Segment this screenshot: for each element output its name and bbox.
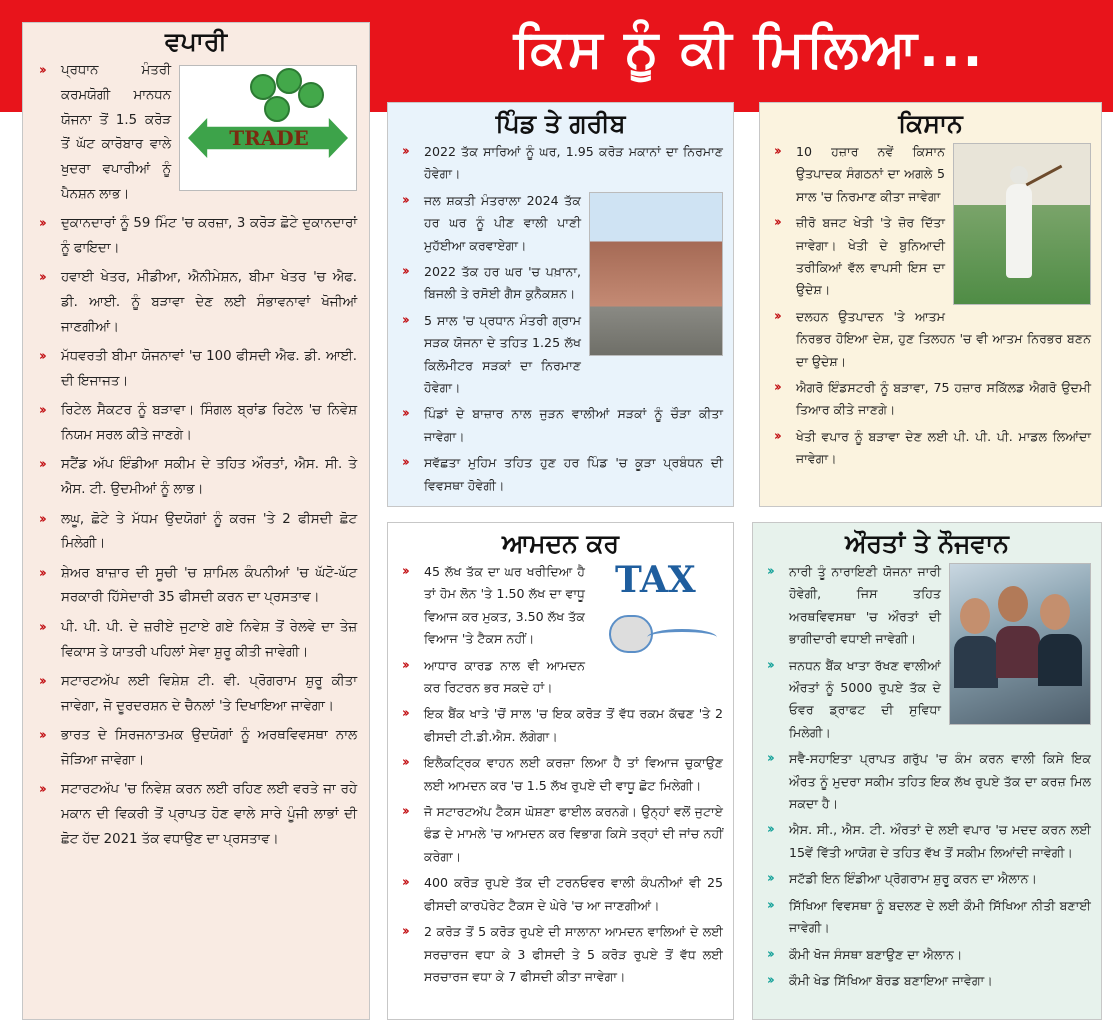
item-text: ਸ਼ੇਅਰ ਬਾਜ਼ਾਰ ਦੀ ਸੂਚੀ 'ਚ ਸ਼ਾਮਿਲ ਕੰਪਨੀਆਂ 'ਚ ਘੱਟੋ-ਘੱਟ ਸਰਕਾਰੀ ਹਿੱਸੇਦਾਰੀ 35 ਫੀਸਦੀ ਕਰਨ ਦਾ ਪ੍ਰਸਤਾਵ।	[61, 565, 357, 606]
item-text: 5 ਸਾਲ 'ਚ ਪ੍ਰਧਾਨ ਮੰਤਰੀ ਗ੍ਰਾਮ ਸੜਕ ਯੋਜਨਾ ਦੇ ਤਹਿਤ 1.25 ਲੱਖ ਕਿਲੋਮੀਟਰ ਸੜਕਾਂ ਦਾ ਨਿਰਮਾਣ ਹੋਵੇਗਾ।	[424, 312, 581, 396]
item-list	[770, 141, 1091, 471]
item-text: 2022 ਤੱਕ ਸਾਰਿਆਂ ਨੂੰ ਘਰ, 1.95 ਕਰੋੜ ਮਕਾਨਾਂ ਦਾ ਨਿਰਮਾਣ ਹੋਵੇਗਾ।	[424, 144, 723, 182]
list-item	[763, 970, 1091, 992]
double-chevron-right-icon: ››	[39, 673, 44, 689]
list-item	[35, 453, 357, 503]
list-item	[35, 399, 357, 449]
list-item	[398, 921, 723, 988]
double-chevron-right-icon: ››	[774, 428, 779, 444]
double-chevron-right-icon: ››	[767, 751, 772, 767]
double-chevron-right-icon: ››	[402, 804, 407, 820]
item-text: ਖੇਤੀ ਵਪਾਰ ਨੂੰ ਬੜਾਵਾ ਦੇਣ ਲਈ ਪੀ. ਪੀ. ਪੀ. ਮਾਡਲ ਲਿਆਂਦਾ ਜਾਵੇਗਾ।	[796, 428, 1091, 467]
double-chevron-right-icon: ››	[402, 657, 407, 673]
list-item	[398, 872, 723, 917]
section-pind	[387, 102, 734, 507]
item-text: ਸਟੈਂਡ ਅੱਪ ਇੰਡੀਆ ਸਕੀਮ ਦੇ ਤਹਿਤ ਔਰਤਾਂ, ਐਸ. ਸੀ. ਤੇ ਐਸ. ਟੀ. ਉਦਮੀਆਂ ਨੂੰ ਲਾਭ।	[61, 457, 357, 498]
section-title: ਕਿਸਾਨ	[898, 109, 963, 138]
double-chevron-right-icon: ››	[39, 457, 44, 473]
list-item	[398, 141, 723, 186]
coin-icon	[264, 96, 290, 122]
double-chevron-right-icon: ››	[774, 215, 779, 231]
double-chevron-right-icon: ››	[39, 511, 44, 527]
list-item	[763, 655, 1091, 745]
item-text: ਆਧਾਰ ਕਾਰਡ ਨਾਲ ਵੀ ਆਮਦਨ ਕਰ ਰਿਟਰਨ ਭਰ ਸਕਦੇ ਹਾਂ।	[424, 657, 585, 696]
list-item	[763, 944, 1091, 966]
list-item	[35, 508, 357, 558]
list-item	[35, 562, 357, 612]
double-chevron-right-icon: ››	[39, 349, 44, 365]
list-item	[398, 403, 723, 448]
double-chevron-right-icon: ››	[767, 897, 772, 913]
double-chevron-right-icon: ››	[767, 972, 772, 988]
list-item	[35, 345, 357, 395]
double-chevron-right-icon: ››	[767, 822, 772, 838]
trade-image	[179, 65, 357, 191]
double-chevron-right-icon: ››	[402, 312, 407, 328]
item-list	[35, 59, 357, 852]
section-title: ਪਿੰਡ ਤੇ ਗਰੀਬ	[495, 109, 626, 138]
double-chevron-right-icon: ››	[767, 564, 772, 579]
double-chevron-right-icon: ››	[774, 380, 779, 396]
double-chevron-right-icon: ››	[767, 871, 772, 887]
double-chevron-right-icon: ››	[39, 782, 44, 798]
list-item	[770, 426, 1091, 471]
item-text: ਸਵੱਛਤਾ ਮੁਹਿਮ ਤਹਿਤ ਹੁਣ ਹਰ ਪਿੰਡ 'ਚ ਕੂੜਾ ਪ੍ਰਬੰਧਨ ਦੀ ਵਿਵਸਥਾ ਹੋਵੇਗੀ।	[424, 455, 723, 493]
item-text: 2 ਕਰੋੜ ਤੋਂ 5 ਕਰੋੜ ਰੁਪਏ ਦੀ ਸਾਲਾਨਾ ਆਮਦਨ ਵਾਲਿਆਂ ਦੇ ਲਈ ਸਰਚਾਰਜ ਵਧਾ ਕੇ 3 ਫੀਸਦੀ ਤੇ 5 ਕਰੋੜ ਰੁਪਏ ਤੋਂ ਵੱਧ ਲਈ ਸਰਚਾਰਜ ਵਧਾ ਕੇ 7 ਫੀਸਦੀ ਕੀਤਾ ਜਾਵੇਗਾ।	[424, 924, 723, 984]
item-text: ਹਵਾਈ ਖੇਤਰ, ਮੀਡੀਆ, ਐਨੀਮੇਸ਼ਨ, ਬੀਮਾ ਖੇਤਰ 'ਚ ਐਫ. ਡੀ. ਆਈ. ਨੂੰ ਬੜਾਵਾ ਦੇਣ ਲਈ ਸੰਭਾਵਨਾਵਾਂ ਖੋਜੀਆਂ ਜਾਣਗੀਆਂ।	[61, 270, 357, 335]
coin-icon	[298, 82, 324, 108]
list-item	[35, 616, 357, 666]
item-text: ਰਿਟੇਲ ਸੈਕਟਰ ਨੂੰ ਬੜਾਵਾ। ਸਿੰਗਲ ਬ੍ਰਾਂਡ ਰਿਟੇਲ 'ਚ ਨਿਵੇਸ਼ ਨਿਯਮ ਸਰਲ ਕੀਤੇ ਜਾਣਗੇ।	[61, 403, 357, 444]
section-title: ਔਰਤਾਂ ਤੇ ਨੌਜਵਾਨ	[845, 529, 1009, 558]
list-item	[35, 212, 357, 262]
double-chevron-right-icon: ››	[402, 706, 407, 722]
tax-label: TAX	[615, 559, 696, 601]
list-item	[763, 819, 1091, 864]
item-text: ਇਕ ਬੈਂਕ ਖਾਤੇ 'ਚੋਂ ਸਾਲ 'ਚ ਇਕ ਕਰੋੜ ਤੋਂ ਵੱਧ ਰਕਮ ਕੱਢਣ 'ਤੇ 2 ਫੀਸਦੀ ਟੀ.ਡੀ.ਐਸ. ਲੱਗੇਗਾ।	[424, 706, 723, 744]
item-list	[398, 141, 723, 497]
item-text: ਸਟਾਰਟਅੱਪ ਲਈ ਵਿਸ਼ੇਸ਼ ਟੀ. ਵੀ. ਪ੍ਰੋਗਰਾਮ ਸ਼ੁਰੂ ਕੀਤਾ ਜਾਵੇਗਾ, ਜੋ ਦੂਰਦਰਸ਼ਨ ਦੇ ਚੈਨਲਾਂ 'ਤੇ ਦਿਖਾਇਆ ਜਾਵੇਗਾ।	[61, 673, 357, 714]
double-chevron-right-icon: ››	[402, 144, 407, 159]
item-text: 10 ਹਜ਼ਾਰ ਨਵੇਂ ਕਿਸਾਨ ਉਤਪਾਦਕ ਸੰਗਠਨਾਂ ਦਾ ਅਗਲੇ 5 ਸਾਲ 'ਚ ਨਿਰਮਾਣ ਕੀਤਾ ਜਾਵੇਗਾ	[796, 144, 945, 204]
mouse-icon	[609, 615, 653, 653]
item-text: ਸਟਾਰਟਅੱਪ 'ਚ ਨਿਵੇਸ਼ ਕਰਨ ਲਈ ਰਹਿਣ ਲਈ ਵਰਤੇ ਜਾ ਰਹੇ ਮਕਾਨ ਦੀ ਵਿਕਰੀ ਤੋਂ ਪ੍ਰਾਪਤ ਹੋਣ ਵਾਲੇ ਸਾਰੇ ਪੂੰਜੀ ਲਾਭਾਂ ਦੀ ਛੋਟ ਹੱਦ 2021 ਤੱਕ ਵਧਾਉਣ ਦਾ ਪ੍ਰਸਤਾਵ।	[61, 782, 357, 847]
list-item	[398, 452, 723, 497]
list-item	[398, 801, 723, 868]
section-vapari	[22, 22, 370, 1020]
double-chevron-right-icon: ››	[774, 308, 779, 324]
item-text: ਜ਼ੀਰੋ ਬਜਟ ਖੇਤੀ 'ਤੇ ਜ਼ੋਰ ਦਿੱਤਾ ਜਾਵੇਗਾ। ਖੇਤੀ ਦੇ ਬੁਨਿਆਦੀ ਤਰੀਕਿਆਂ ਵੱਲ ਵਾਪਸੀ ਇਸ ਦਾ ਉਦੇਸ਼।	[796, 215, 945, 298]
double-chevron-right-icon: ››	[774, 144, 779, 159]
list-item	[770, 377, 1091, 422]
item-text: ਸਵੈ-ਸਹਾਇਤਾ ਪ੍ਰਾਪਤ ਗਰੁੱਪ 'ਚ ਕੰਮ ਕਰਨ ਵਾਲੀ ਕਿਸੇ ਇਕ ਔਰਤ ਨੂੰ ਮੁਦਰਾ ਸਕੀਮ ਤਹਿਤ ਇਕ ਲੱਖ ਰੁਪਏ ਤੱਕ ਦਾ ਕਰਜ਼ ਮਿਲ ਸਕਦਾ ਹੈ।	[789, 751, 1091, 812]
list-item	[398, 703, 723, 748]
list-item	[763, 868, 1091, 890]
item-text: 400 ਕਰੋੜ ਰੁਪਏ ਤੱਕ ਦੀ ਟਰਨਓਵਰ ਵਾਲੀ ਕੰਪਨੀਆਂ ਵੀ 25 ਫੀਸਦੀ ਕਾਰਪੋਰੇਟ ਟੈਕਸ ਦੇ ਘੇਰੇ 'ਚ ਆ ਜਾਣਗੀਆਂ।	[424, 875, 723, 913]
double-chevron-right-icon: ››	[767, 657, 772, 673]
item-text: ਪੀ. ਪੀ. ਪੀ. ਦੇ ਜ਼ਰੀਏ ਜੁਟਾਏ ਗਏ ਨਿਵੇਸ਼ ਤੋਂ ਰੇਲਵੇ ਦਾ ਤੇਜ਼ ਵਿਕਾਸ ਤੇ ਯਾਤਰੀ ਪਹਿਲਾਂ ਸੇਵਾ ਸ਼ੁਰੂ ਕੀਤੀ ਜਾਵੇਗੀ।	[61, 619, 357, 660]
item-text: ਕੌਮੀ ਖੋਜ ਸੰਸਥਾ ਬਣਾਉਣ ਦਾ ਐਲਾਨ।	[789, 946, 963, 962]
tax-image	[593, 559, 723, 659]
item-text: ਜਲ ਸ਼ਕਤੀ ਮੰਤਰਾਲਾ 2024 ਤੱਕ ਹਰ ਘਰ ਨੂੰ ਪੀਣ ਵਾਲੀ ਪਾਣੀ ਮੁਹੱਈਆ ਕਰਵਾਏਗਾ।	[424, 192, 581, 253]
item-list	[398, 561, 723, 988]
list-item	[763, 561, 1091, 651]
item-text: ਭਾਰਤ ਦੇ ਸਿਰਜਨਾਤਮਕ ਉਦਯੋਗਾਂ ਨੂੰ ਅਰਥਵਿਵਸਥਾ ਨਾਲ ਜੋੜਿਆ ਜਾਵੇਗਾ।	[61, 727, 357, 768]
page-headline: ਕਿਸ ਨੂੰ ਕੀ ਮਿਲਿਆ...	[513, 18, 985, 79]
item-text: ਐਗਰੋ ਇੰਡਸਟਰੀ ਨੂੰ ਬੜਾਵਾ, 75 ਹਜ਼ਾਰ ਸਕਿੱਲਡ ਐਗਰੋ ਉਦਮੀ ਤਿਆਰ ਕੀਤੇ ਜਾਣਗੇ।	[796, 380, 1091, 418]
section-title: ਆਮਦਨ ਕਰ	[501, 529, 620, 558]
item-text: ਪ੍ਰਧਾਨ ਮੰਤਰੀ ਕਰਮਯੋਗੀ ਮਾਨਧਨ ਯੋਜਨਾ ਤੋਂ 1.5 ਕਰੋੜ ਤੋਂ ਘੱਟ ਕਾਰੋਬਾਰ ਵਾਲੇ ਖੁਦਰਾ ਵਪਾਰੀਆਂ ਨੂੰ ਪੈਨਸ਼ਨ ਲਾਭ।	[61, 63, 171, 202]
list-item	[770, 141, 1091, 208]
list-item	[398, 261, 723, 306]
double-chevron-right-icon: ››	[39, 403, 44, 419]
item-text: 2022 ਤੱਕ ਹਰ ਘਰ 'ਚ ਪਖ਼ਾਨਾ, ਬਿਜਲੀ ਤੇ ਰਸੋਈ ਗੈਸ ਕੁਨੈਕਸ਼ਨ।	[424, 264, 581, 302]
item-text: ਐਸ. ਸੀ., ਐਸ. ਟੀ. ਔਰਤਾਂ ਦੇ ਲਈ ਵਪਾਰ 'ਚ ਮਦਦ ਕਰਨ ਲਈ 15ਵੇਂ ਵਿੱਤੀ ਆਯੋਗ ਦੇ ਤਹਿਤ ਵੱਖ ਤੋਂ ਸਕੀਮ ਲਿਆਂਦੀ ਜਾਵੇਗੀ।	[789, 822, 1091, 860]
list-item	[770, 212, 1091, 302]
item-text: ਦਲਹਨ ਉਤਪਾਦਨ 'ਤੇ ਆਤਮ ਨਿਰਭਰ ਹੋਇਆ ਦੇਸ਼, ਹੁਣ ਤਿਲਹਨ 'ਚ ਵੀ ਆਤਮ ਨਿਰਭਰ ਬਣਨ ਦਾ ਉਦੇਸ਼।	[796, 308, 1091, 369]
double-chevron-right-icon: ››	[402, 755, 407, 771]
double-chevron-right-icon: ››	[402, 924, 407, 940]
list-item	[763, 748, 1091, 815]
list-item	[398, 752, 723, 797]
section-kisan	[759, 102, 1102, 507]
section-title: ਵਪਾਰੀ	[165, 27, 227, 56]
item-list	[763, 561, 1091, 992]
list-item	[770, 306, 1091, 373]
item-text: ਇਲੈਕਟ੍ਰਿਕ ਵਾਹਨ ਲਈ ਕਰਜ਼ਾ ਲਿਆ ਹੈ ਤਾਂ ਵਿਆਜ ਚੁਕਾਉਣ ਲਈ ਆਮਦਨ ਕਰ 'ਚ 1.5 ਲੱਖ ਰੁਪਏ ਦੀ ਵਾਧੂ ਛੋਟ ਮਿਲੇਗੀ।	[424, 755, 723, 793]
double-chevron-right-icon: ››	[767, 946, 772, 962]
double-chevron-right-icon: ››	[39, 63, 44, 78]
item-text: ਜੋ ਸਟਾਰਟਅੱਪ ਟੈਕਸ ਘੋਸ਼ਣਾ ਫਾਈਲ ਕਰਨਗੇ। ਉਨ੍ਹਾਂ ਵਲੋਂ ਜੁਟਾਏ ਫੰਡ ਦੇ ਮਾਮਲੇ 'ਚ ਆਮਦਨ ਕਰ ਵਿਭਾਗ ਕਿਸੇ ਤਰ੍ਹਾਂ ਦੀ ਜਾਂਚ ਨਹੀਂ ਕਰੇਗਾ।	[424, 804, 723, 864]
list-item	[35, 59, 357, 208]
double-chevron-right-icon: ››	[39, 619, 44, 635]
double-chevron-right-icon: ››	[39, 216, 44, 232]
trade-label: TRADE	[229, 126, 309, 150]
list-item	[398, 655, 723, 700]
list-item	[398, 561, 723, 651]
item-text: ਮੱਧਵਰਤੀ ਬੀਮਾ ਯੋਜਨਾਵਾਂ 'ਚ 100 ਫੀਸਦੀ ਐਫ. ਡੀ. ਆਈ. ਦੀ ਇਜਾਜਤ।	[61, 349, 357, 390]
double-chevron-right-icon: ››	[39, 727, 44, 743]
item-text: ਦੁਕਾਨਦਾਰਾਂ ਨੂੰ 59 ਮਿੰਟ 'ਚ ਕਰਜ਼ਾ, 3 ਕਰੋੜ ਛੋਟੇ ਦੁਕਾਨਦਾਰਾਂ ਨੂੰ ਫਾਇਦਾ।	[61, 216, 357, 257]
list-item	[35, 266, 357, 340]
list-item	[35, 778, 357, 852]
item-text: ਕੌਮੀ ਖੇਡ ਸਿੱਖਿਆ ਬੋਰਡ ਬਣਾਇਆ ਜਾਵੇਗਾ।	[789, 972, 993, 988]
section-amdan-kar	[387, 522, 734, 1020]
double-chevron-right-icon: ››	[39, 270, 44, 286]
list-item	[35, 724, 357, 774]
double-chevron-right-icon: ››	[39, 565, 44, 581]
item-text: ਪਿੰਡਾਂ ਦੇ ਬਾਜ਼ਾਰ ਨਾਲ ਜੁੜਨ ਵਾਲੀਆਂ ਸੜਕਾਂ ਨੂੰ ਚੌੜਾ ਕੀਤਾ ਜਾਵੇਗਾ।	[424, 406, 723, 444]
double-chevron-right-icon: ››	[402, 192, 407, 208]
item-text: 45 ਲੱਖ ਤੱਕ ਦਾ ਘਰ ਖਰੀਦਿਆ ਹੈ ਤਾਂ ਹੋਮ ਲੋਨ 'ਤੇ 1.50 ਲੱਖ ਦਾ ਵਾਧੂ ਵਿਆਜ ਕਰ ਮੁਕਤ, 3.50 ਲੱਖ ਤੱਕ ਵਿਆਜ 'ਤੇ ਟੈਕਸ ਨਹੀਂ।	[424, 564, 585, 647]
double-chevron-right-icon: ››	[402, 875, 407, 891]
double-chevron-right-icon: ››	[402, 264, 407, 280]
double-chevron-right-icon: ››	[402, 455, 407, 471]
double-chevron-right-icon: ››	[402, 406, 407, 422]
item-text: ਸਿੱਖਿਆ ਵਿਵਸਥਾ ਨੂੰ ਬਦਲਣ ਦੇ ਲਈ ਕੌਮੀ ਸਿੱਖਿਆ ਨੀਤੀ ਬਣਾਈ ਜਾਵੇਗੀ।	[789, 897, 1091, 936]
list-item	[398, 310, 723, 400]
section-aurtan-naujavan	[752, 522, 1102, 1020]
list-item	[398, 190, 723, 257]
list-item	[763, 895, 1091, 940]
item-text: ਨਾਰੀ ਤੂੰ ਨਾਰਾਇਣੀ ਯੋਜਨਾ ਜਾਰੀ ਹੋਵੇਗੀ, ਜਿਸ ਤਹਿਤ ਅਰਥਵਿਵਸਥਾ 'ਚ ਔਰਤਾਂ ਦੀ ਭਾਗੀਦਾਰੀ ਵਧਾਈ ਜਾਵੇਗੀ।	[789, 564, 941, 647]
item-text: ਲਘੂ, ਛੋਟੇ ਤੇ ਮੱਧਮ ਉਦਯੋਗਾਂ ਨੂੰ ਕਰਜ 'ਤੇ 2 ਫੀਸਦੀ ਛੋਟ ਮਿਲੇਗੀ।	[61, 511, 357, 552]
list-item	[35, 670, 357, 720]
item-text: ਸਟੱਡੀ ਇਨ ਇੰਡੀਆ ਪ੍ਰੋਗਰਾਮ ਸ਼ੁਰੂ ਕਰਨ ਦਾ ਐਲਾਨ।	[789, 871, 1037, 887]
double-chevron-right-icon: ››	[402, 564, 407, 579]
item-text: ਜਨਧਨ ਬੈਂਕ ਖਾਤਾ ਰੱਖਣ ਵਾਲੀਆਂ ਔਰਤਾਂ ਨੂੰ 5000 ਰੁਪਏ ਤੱਕ ਦੇ ਓਵਰ ਡ੍ਰਾਫਟ ਦੀ ਸੁਵਿਧਾ ਮਿਲੇਗੀ।	[789, 657, 941, 740]
